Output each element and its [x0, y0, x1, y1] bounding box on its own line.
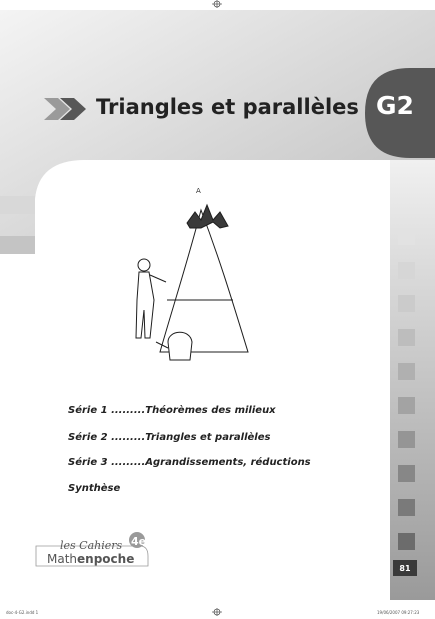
- side-square-3: [398, 295, 415, 312]
- series-title: Théorèmes des milieux: [145, 405, 276, 416]
- series-label: Série 1: [68, 405, 108, 416]
- series-title: Agrandissements, réductions: [145, 457, 311, 468]
- side-square-10: [398, 533, 415, 550]
- footer-date: 19/06/2007 09:27:23: [377, 610, 420, 615]
- series-label: Série 3: [68, 457, 108, 468]
- content-panel: [35, 160, 388, 585]
- registration-mark-top: [212, 0, 222, 8]
- side-square-1: [398, 228, 415, 245]
- side-square-2: [398, 262, 415, 279]
- side-square-5: [398, 363, 415, 380]
- series-item-3[interactable]: [68, 457, 311, 468]
- series-dots: .........: [111, 432, 146, 443]
- side-square-8: [398, 465, 415, 482]
- logo-math-part2: enpoche: [77, 552, 135, 566]
- series-item-2[interactable]: [68, 432, 270, 443]
- series-dots: .........: [111, 405, 146, 416]
- series-item-1[interactable]: [68, 405, 276, 416]
- page-number: 81: [399, 564, 411, 573]
- side-square-4: [398, 329, 415, 346]
- chapter-code: G2: [376, 91, 414, 120]
- left-tab-2: [0, 236, 35, 254]
- logo-grade: 4e: [131, 535, 147, 548]
- chapter-title: Triangles et parallèles: [96, 95, 359, 119]
- synthese-item[interactable]: Synthèse: [68, 483, 121, 494]
- left-tab-1: [0, 196, 35, 214]
- footer-file: doc-4-G2.indd 1: [6, 610, 39, 615]
- logo-math-part1: Math: [47, 552, 78, 566]
- logo-line1: les Cahiers: [60, 539, 123, 552]
- series-dots: .........: [111, 457, 146, 468]
- vertex-label: A: [196, 187, 201, 195]
- registration-mark-bottom: [212, 608, 222, 616]
- logo-math: [47, 552, 134, 566]
- side-square-6: [398, 397, 415, 414]
- series-label: Série 2: [68, 432, 108, 443]
- side-square-7: [398, 431, 415, 448]
- side-square-9: [398, 499, 415, 516]
- series-title: Triangles et parallèles: [145, 432, 271, 443]
